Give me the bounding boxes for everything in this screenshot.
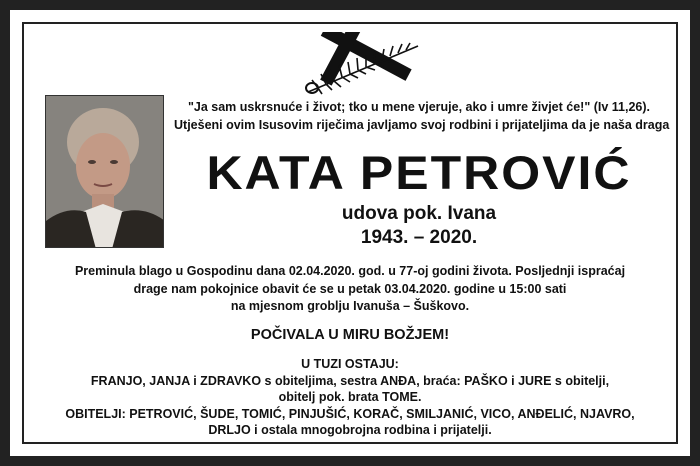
mourners-line: DRLJO i ostala mnogobrojna rodbina i prijatelji. <box>208 423 492 437</box>
funeral-announcement <box>30 263 670 316</box>
mourners-line: obitelj pok. brata TOME. <box>278 390 422 404</box>
rest-in-peace-text: POČIVALA U MIRU BOŽJEM! <box>250 327 450 343</box>
portrait-photo <box>45 95 164 248</box>
quote-line: "Ja sam uskrsnuće i život; tko u mene vjeruje, ako i umre živjet će!" (Iv 11,26). <box>187 100 651 114</box>
mourners-line: FRANJO, JANJA i ZDRAVKO s obiteljima, sestra ANĐA, braća: PAŠKO i JURE s obitelji, <box>90 373 610 388</box>
announcement-line: drage nam pokojnice obavit će se u petak 03.04.2020. godine u 15:00 sati <box>133 281 567 296</box>
cross-with-palm-branch-icon <box>296 32 422 96</box>
mourners-list <box>30 356 670 439</box>
mourners-heading: U TUZI OSTAJU: <box>301 357 399 371</box>
announcement-line: na mjesnom groblju Ivanuša – Šuškovo. <box>230 299 470 313</box>
life-years: 1943. – 2020. <box>360 227 478 248</box>
scripture-quote <box>174 98 670 134</box>
announcement-line: Preminula blago u Gospodinu dana 02.04.2020. god. u 77-oj godini života. Posljednji ispraćaj <box>74 264 626 278</box>
widow-of-text: udova pok. Ivana <box>341 203 497 224</box>
quote-line: Utješeni ovim Isusovim riječima javljamo svoj rodbini i prijateljima da je naša draga <box>174 118 670 132</box>
mourners-line: OBITELJI: PETROVIĆ, ŠUDE, TOMIĆ, PINJUŠIĆ, KORAČ, SMILJANIĆ, VICO, ANĐELIĆ, NJAVRO, <box>65 406 635 421</box>
deceased-name: KATA PETROVIĆ <box>206 146 632 200</box>
